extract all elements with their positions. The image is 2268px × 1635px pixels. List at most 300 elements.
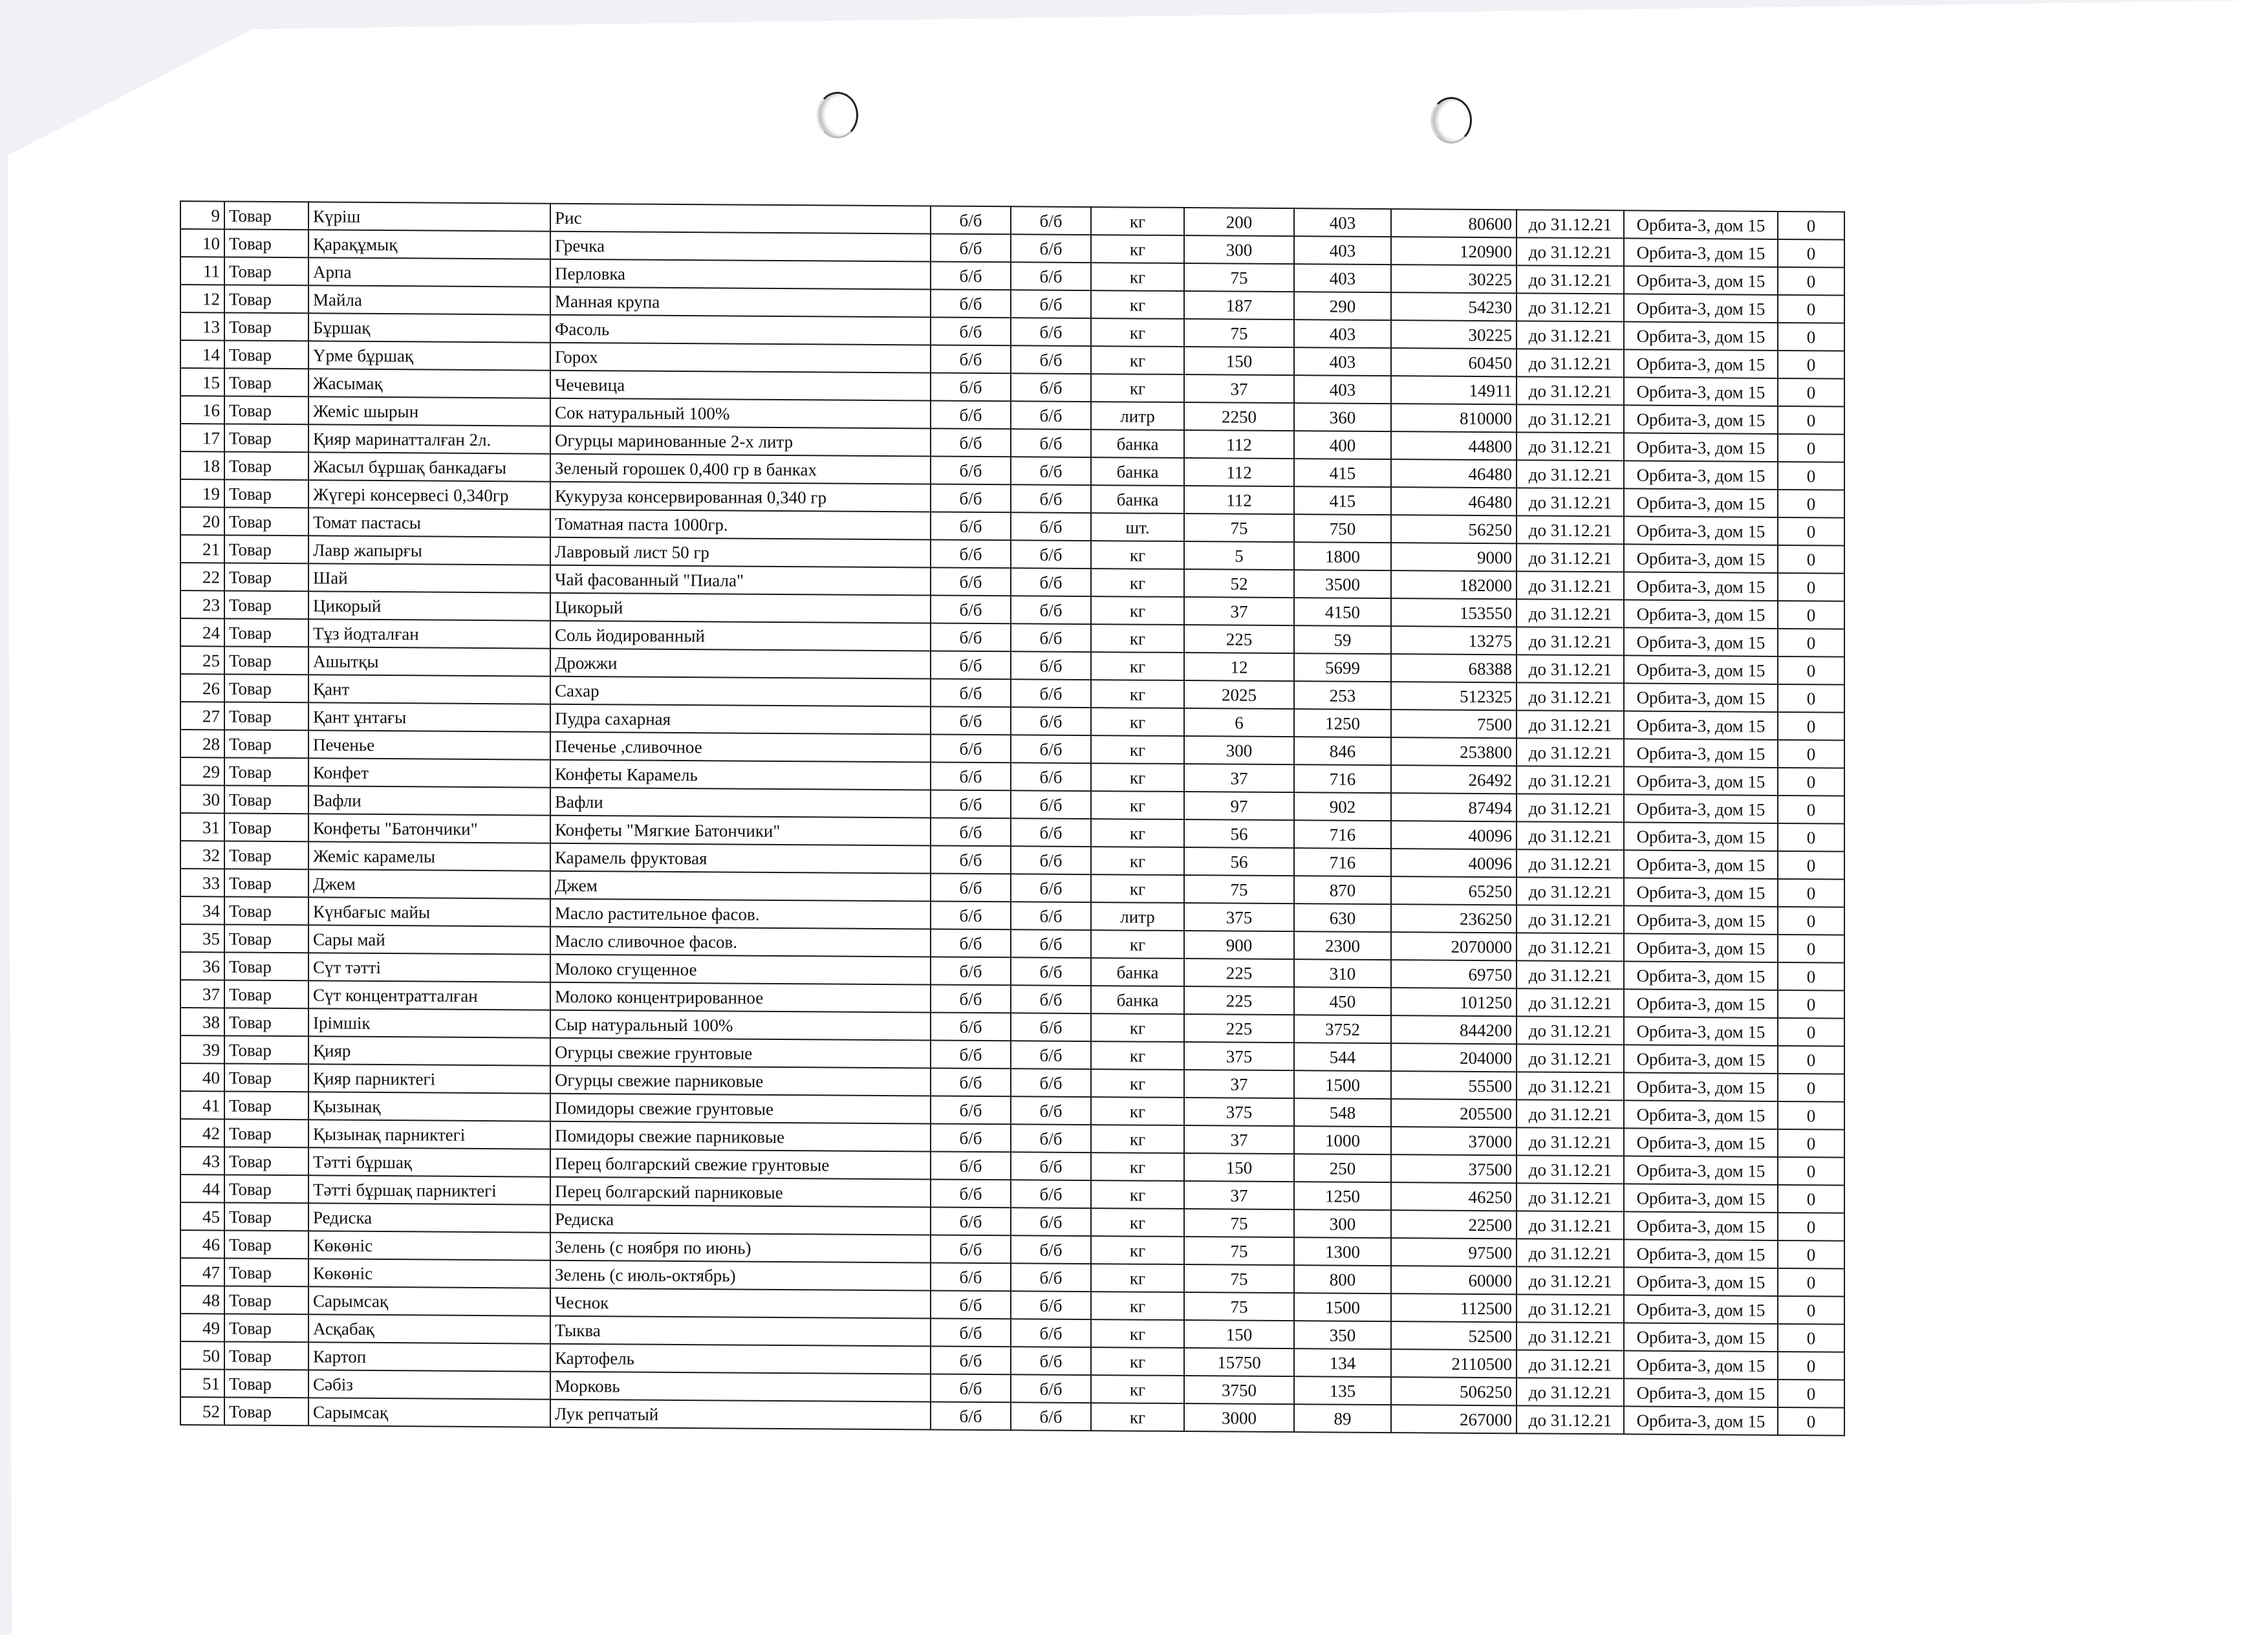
quantity-cell: 200 xyxy=(1184,208,1294,236)
column-bb-2-cell: б/б xyxy=(1011,623,1091,652)
column-bb-1-cell: б/б xyxy=(931,567,1011,596)
item-name-kazakh-cell: Ірімшік xyxy=(308,1008,550,1037)
delivery-term-cell: до 31.12.21 xyxy=(1517,933,1624,961)
last-value-cell: 0 xyxy=(1778,211,1844,240)
item-type-cell: Товар xyxy=(224,869,308,897)
sum-cell: 30225 xyxy=(1391,265,1517,293)
item-name-russian-cell: Кукуруза консервированная 0,340 гр xyxy=(550,482,931,512)
last-value-cell: 0 xyxy=(1778,1240,1844,1269)
unit-cell: кг xyxy=(1091,1180,1184,1209)
sum-cell: 46250 xyxy=(1391,1182,1517,1211)
row-number-cell: 9 xyxy=(180,201,224,229)
item-type-cell: Товар xyxy=(224,1230,308,1259)
unit-cell: кг xyxy=(1091,290,1184,319)
item-name-russian-cell: Сыр натуральный 100% xyxy=(550,1010,931,1041)
delivery-term-cell: до 31.12.21 xyxy=(1517,1044,1624,1072)
item-name-kazakh-cell: Қияр xyxy=(308,1036,550,1065)
delivery-term-cell: до 31.12.21 xyxy=(1517,515,1624,544)
delivery-term-cell: до 31.12.21 xyxy=(1517,766,1624,794)
sum-cell: 7500 xyxy=(1391,709,1517,738)
column-bb-2-cell: б/б xyxy=(1011,1124,1091,1153)
unit-cell: кг xyxy=(1091,1041,1184,1070)
unit-cell: кг xyxy=(1091,652,1184,680)
column-bb-2-cell: б/б xyxy=(1011,540,1091,568)
table-body xyxy=(180,201,1844,1436)
column-bb-1-cell: б/б xyxy=(931,1235,1011,1263)
price-cell: 2300 xyxy=(1294,931,1391,960)
delivery-place-cell: Орбита-3, дом 15 xyxy=(1624,1239,1778,1268)
item-name-kazakh-cell: Джем xyxy=(308,869,550,898)
item-name-russian-cell: Соль йодированный xyxy=(550,621,931,651)
delivery-place-cell: Орбита-3, дом 15 xyxy=(1624,989,1778,1018)
item-name-kazakh-cell: Редиска xyxy=(308,1203,550,1232)
column-bb-2-cell: б/б xyxy=(1011,568,1091,596)
sum-cell: 40096 xyxy=(1391,849,1517,877)
sum-cell: 26492 xyxy=(1391,765,1517,794)
item-type-cell: Товар xyxy=(224,980,308,1008)
quantity-cell: 225 xyxy=(1184,986,1294,1015)
item-type-cell: Товар xyxy=(224,507,308,536)
last-value-cell: 0 xyxy=(1778,823,1844,852)
last-value-cell: 0 xyxy=(1778,907,1844,935)
delivery-place-cell: Орбита-3, дом 15 xyxy=(1624,961,1778,990)
unit-cell: кг xyxy=(1091,930,1184,958)
last-value-cell: 0 xyxy=(1778,1296,1844,1325)
sum-cell: 153550 xyxy=(1391,598,1517,627)
price-cell: 250 xyxy=(1294,1154,1391,1182)
delivery-place-cell: Орбита-3, дом 15 xyxy=(1624,905,1778,935)
item-type-cell: Товар xyxy=(224,535,308,563)
column-bb-2-cell: б/б xyxy=(1011,457,1091,485)
row-number-cell: 26 xyxy=(180,674,224,702)
column-bb-2-cell: б/б xyxy=(1011,512,1091,541)
quantity-cell: 97 xyxy=(1184,792,1294,820)
item-name-russian-cell: Масло сливочное фасов. xyxy=(550,927,931,957)
quantity-cell: 375 xyxy=(1184,903,1294,931)
sum-cell: 46480 xyxy=(1391,459,1517,488)
delivery-term-cell: до 31.12.21 xyxy=(1517,682,1624,711)
sum-cell: 101250 xyxy=(1391,988,1517,1016)
item-name-kazakh-cell: Тәтті бұршақ xyxy=(308,1147,550,1176)
delivery-term-cell: до 31.12.21 xyxy=(1517,237,1624,266)
price-cell: 5699 xyxy=(1294,653,1391,682)
delivery-place-cell: Орбита-3, дом 15 xyxy=(1624,683,1778,712)
item-name-kazakh-cell: Сарымсақ xyxy=(308,1398,550,1427)
quantity-cell: 2025 xyxy=(1184,680,1294,709)
quantity-cell: 375 xyxy=(1184,1042,1294,1070)
last-value-cell: 0 xyxy=(1778,768,1844,796)
row-number-cell: 16 xyxy=(180,396,224,424)
quantity-cell: 56 xyxy=(1184,819,1294,848)
unit-cell: банка xyxy=(1091,429,1184,458)
row-number-cell: 43 xyxy=(180,1147,224,1175)
last-value-cell: 0 xyxy=(1778,1129,1844,1158)
row-number-cell: 27 xyxy=(180,702,224,730)
sum-cell: 97500 xyxy=(1391,1238,1517,1266)
column-bb-2-cell: б/б xyxy=(1011,929,1091,958)
last-value-cell: 0 xyxy=(1778,796,1844,824)
delivery-place-cell: Орбита-3, дом 15 xyxy=(1624,711,1778,740)
last-value-cell: 0 xyxy=(1778,462,1844,490)
unit-cell: кг xyxy=(1091,1264,1184,1292)
item-name-russian-cell: Перец болгарский парниковые xyxy=(550,1177,931,1207)
item-name-russian-cell: Лук репчатый xyxy=(550,1400,931,1430)
item-name-russian-cell: Лавровый лист 50 гр xyxy=(550,537,931,568)
unit-cell: кг xyxy=(1091,568,1184,597)
quantity-cell: 3000 xyxy=(1184,1403,1294,1432)
last-value-cell: 0 xyxy=(1778,935,1844,963)
delivery-place-cell: Орбита-3, дом 15 xyxy=(1624,627,1778,656)
price-cell: 403 xyxy=(1294,264,1391,292)
column-bb-2-cell: б/б xyxy=(1011,1319,1091,1347)
delivery-place-cell: Орбита-3, дом 15 xyxy=(1624,488,1778,517)
price-cell: 716 xyxy=(1294,848,1391,876)
sum-cell: 60450 xyxy=(1391,348,1517,376)
item-name-russian-cell: Сахар xyxy=(550,677,931,707)
item-name-kazakh-cell: Асқабақ xyxy=(308,1314,550,1343)
delivery-term-cell: до 31.12.21 xyxy=(1517,627,1624,655)
item-name-russian-cell: Масло растительное фасов. xyxy=(550,899,931,929)
row-number-cell: 33 xyxy=(180,869,224,896)
row-number-cell: 18 xyxy=(180,451,224,479)
item-name-russian-cell: Горох xyxy=(550,343,931,373)
item-name-russian-cell: Картофель xyxy=(550,1344,931,1374)
unit-cell: кг xyxy=(1091,318,1184,347)
delivery-place-cell: Орбита-3, дом 15 xyxy=(1624,655,1778,684)
column-bb-2-cell: б/б xyxy=(1011,790,1091,819)
delivery-place-cell: Орбита-3, дом 15 xyxy=(1624,377,1778,406)
column-bb-1-cell: б/б xyxy=(931,845,1011,874)
item-name-kazakh-cell: Үрме бұршақ xyxy=(308,341,550,370)
quantity-cell: 75 xyxy=(1184,263,1294,292)
delivery-place-cell: Орбита-3, дом 15 xyxy=(1624,878,1778,907)
delivery-term-cell: до 31.12.21 xyxy=(1517,710,1624,739)
last-value-cell: 0 xyxy=(1778,490,1844,518)
item-type-cell: Товар xyxy=(224,1119,308,1147)
column-bb-1-cell: б/б xyxy=(931,1012,1011,1041)
row-number-cell: 28 xyxy=(180,730,224,757)
delivery-place-cell: Орбита-3, дом 15 xyxy=(1624,460,1778,490)
column-bb-1-cell: б/б xyxy=(931,678,1011,707)
quantity-cell: 75 xyxy=(1184,1292,1294,1321)
sum-cell: 810000 xyxy=(1391,404,1517,432)
unit-cell: кг xyxy=(1091,1125,1184,1153)
row-number-cell: 47 xyxy=(180,1258,224,1286)
delivery-place-cell: Орбита-3, дом 15 xyxy=(1624,822,1778,851)
column-bb-1-cell: б/б xyxy=(931,651,1011,679)
delivery-term-cell: до 31.12.21 xyxy=(1517,432,1624,460)
last-value-cell: 0 xyxy=(1778,1324,1844,1352)
row-number-cell: 20 xyxy=(180,507,224,535)
price-cell: 360 xyxy=(1294,403,1391,431)
price-cell: 750 xyxy=(1294,514,1391,543)
item-name-kazakh-cell: Көкөніс xyxy=(308,1259,550,1288)
quantity-cell: 15750 xyxy=(1184,1348,1294,1376)
last-value-cell: 0 xyxy=(1778,1213,1844,1241)
price-cell: 59 xyxy=(1294,625,1391,654)
column-bb-1-cell: б/б xyxy=(931,817,1011,846)
column-bb-1-cell: б/б xyxy=(931,790,1011,818)
quantity-cell: 112 xyxy=(1184,430,1294,459)
unit-cell: кг xyxy=(1091,735,1184,764)
item-type-cell: Товар xyxy=(224,841,308,869)
item-name-russian-cell: Огурцы свежие грунтовые xyxy=(550,1038,931,1068)
item-name-kazakh-cell: Тұз йодталған xyxy=(308,619,550,648)
row-number-cell: 35 xyxy=(180,924,224,952)
column-bb-2-cell: б/б xyxy=(1011,679,1091,708)
item-name-russian-cell: Фасоль xyxy=(550,315,931,345)
column-bb-1-cell: б/б xyxy=(931,762,1011,790)
quantity-cell: 75 xyxy=(1184,319,1294,347)
row-number-cell: 10 xyxy=(180,229,224,257)
item-name-kazakh-cell: Қарақұмық xyxy=(308,230,550,259)
item-name-kazakh-cell: Қызынақ парниктегі xyxy=(308,1120,550,1149)
delivery-term-cell: до 31.12.21 xyxy=(1517,1405,1624,1434)
column-bb-2-cell: б/б xyxy=(1011,1041,1091,1069)
delivery-place-cell: Орбита-3, дом 15 xyxy=(1624,1295,1778,1324)
quantity-cell: 150 xyxy=(1184,1320,1294,1348)
item-name-kazakh-cell: Қияр парниктегі xyxy=(308,1064,550,1093)
delivery-term-cell: до 31.12.21 xyxy=(1517,655,1624,683)
row-number-cell: 17 xyxy=(180,424,224,451)
row-number-cell: 13 xyxy=(180,312,224,340)
item-type-cell: Товар xyxy=(224,1035,308,1064)
column-bb-2-cell: б/б xyxy=(1011,290,1091,318)
delivery-term-cell: до 31.12.21 xyxy=(1517,293,1624,321)
row-number-cell: 52 xyxy=(180,1397,224,1425)
delivery-term-cell: до 31.12.21 xyxy=(1517,543,1624,572)
column-bb-1-cell: б/б xyxy=(931,957,1011,985)
column-bb-2-cell: б/б xyxy=(1011,818,1091,847)
item-name-russian-cell: Джем xyxy=(550,871,931,902)
unit-cell: кг xyxy=(1091,1319,1184,1348)
item-type-cell: Товар xyxy=(224,285,308,313)
column-bb-2-cell: б/б xyxy=(1011,373,1091,402)
item-name-russian-cell: Зелень (с июль-октябрь) xyxy=(550,1261,931,1291)
item-name-russian-cell: Тыква xyxy=(550,1316,931,1347)
row-number-cell: 23 xyxy=(180,590,224,618)
column-bb-1-cell: б/б xyxy=(931,1068,1011,1096)
row-number-cell: 12 xyxy=(180,285,224,312)
delivery-term-cell: до 31.12.21 xyxy=(1517,821,1624,850)
item-name-kazakh-cell: Көкөніс xyxy=(308,1231,550,1260)
delivery-place-cell: Орбита-3, дом 15 xyxy=(1624,544,1778,573)
price-cell: 1500 xyxy=(1294,1293,1391,1321)
sum-cell: 80600 xyxy=(1391,209,1517,237)
price-cell: 403 xyxy=(1294,375,1391,404)
price-cell: 630 xyxy=(1294,904,1391,932)
column-bb-1-cell: б/б xyxy=(931,233,1011,262)
row-number-cell: 31 xyxy=(180,813,224,841)
unit-cell: банка xyxy=(1091,958,1184,986)
delivery-term-cell: до 31.12.21 xyxy=(1517,849,1624,878)
quantity-cell: 300 xyxy=(1184,736,1294,764)
last-value-cell: 0 xyxy=(1778,1352,1844,1380)
last-value-cell: 0 xyxy=(1778,573,1844,601)
quantity-cell: 75 xyxy=(1184,1237,1294,1265)
last-value-cell: 0 xyxy=(1778,1074,1844,1102)
price-cell: 548 xyxy=(1294,1098,1391,1127)
unit-cell: кг xyxy=(1091,708,1184,736)
item-name-kazakh-cell: Жүгері консервесі 0,340гр xyxy=(308,480,550,509)
item-type-cell: Товар xyxy=(224,229,308,257)
item-type-cell: Товар xyxy=(224,368,308,396)
sum-cell: 37000 xyxy=(1391,1127,1517,1155)
unit-cell: банка xyxy=(1091,485,1184,514)
row-number-cell: 38 xyxy=(180,1008,224,1035)
column-bb-1-cell: б/б xyxy=(931,1318,1011,1347)
unit-cell: кг xyxy=(1091,1097,1184,1125)
delivery-place-cell: Орбита-3, дом 15 xyxy=(1624,1156,1778,1185)
price-cell: 800 xyxy=(1294,1265,1391,1294)
item-name-russian-cell: Чеснок xyxy=(550,1288,931,1319)
column-bb-1-cell: б/б xyxy=(931,261,1011,290)
price-cell: 89 xyxy=(1294,1404,1391,1433)
delivery-term-cell: до 31.12.21 xyxy=(1517,1183,1624,1211)
item-type-cell: Товар xyxy=(224,1369,308,1398)
price-cell: 716 xyxy=(1294,820,1391,849)
quantity-cell: 6 xyxy=(1184,708,1294,737)
sum-cell: 37500 xyxy=(1391,1154,1517,1183)
delivery-place-cell: Орбита-3, дом 15 xyxy=(1624,1350,1778,1380)
delivery-place-cell: Орбита-3, дом 15 xyxy=(1624,1045,1778,1074)
quantity-cell: 56 xyxy=(1184,847,1294,876)
price-cell: 1250 xyxy=(1294,1182,1391,1210)
column-bb-1-cell: б/б xyxy=(931,1040,1011,1068)
row-number-cell: 46 xyxy=(180,1230,224,1258)
delivery-place-cell: Орбита-3, дом 15 xyxy=(1624,433,1778,462)
sum-cell: 54230 xyxy=(1391,292,1517,321)
sum-cell: 55500 xyxy=(1391,1071,1517,1099)
unit-cell: кг xyxy=(1091,847,1184,875)
column-bb-2-cell: б/б xyxy=(1011,1068,1091,1097)
price-cell: 1250 xyxy=(1294,709,1391,737)
price-cell: 544 xyxy=(1294,1043,1391,1071)
column-bb-2-cell: б/б xyxy=(1011,1180,1091,1208)
unit-cell: кг xyxy=(1091,346,1184,374)
item-type-cell: Товар xyxy=(224,1202,308,1231)
last-value-cell: 0 xyxy=(1778,1185,1844,1213)
quantity-cell: 375 xyxy=(1184,1098,1294,1126)
column-bb-2-cell: б/б xyxy=(1011,902,1091,930)
item-name-kazakh-cell: Қызынақ xyxy=(308,1092,550,1121)
item-type-cell: Товар xyxy=(224,1314,308,1342)
item-name-russian-cell: Рис xyxy=(550,204,931,234)
last-value-cell: 0 xyxy=(1778,1101,1844,1130)
price-cell: 3752 xyxy=(1294,1015,1391,1043)
item-name-russian-cell: Гречка xyxy=(550,232,931,262)
sum-cell: 68388 xyxy=(1391,654,1517,682)
item-name-russian-cell: Редиска xyxy=(550,1205,931,1235)
sum-cell: 182000 xyxy=(1391,570,1517,599)
price-cell: 902 xyxy=(1294,792,1391,821)
delivery-term-cell: до 31.12.21 xyxy=(1517,1266,1624,1295)
price-cell: 1300 xyxy=(1294,1237,1391,1266)
delivery-term-cell: до 31.12.21 xyxy=(1517,905,1624,933)
last-value-cell: 0 xyxy=(1778,323,1844,351)
unit-cell: кг xyxy=(1091,1292,1184,1320)
row-number-cell: 24 xyxy=(180,618,224,646)
item-name-russian-cell: Перец болгарский свежие грунтовые xyxy=(550,1149,931,1180)
column-bb-1-cell: б/б xyxy=(931,734,1011,763)
price-cell: 300 xyxy=(1294,1209,1391,1238)
sum-cell: 512325 xyxy=(1391,682,1517,710)
quantity-cell: 37 xyxy=(1184,597,1294,625)
delivery-place-cell: Орбита-3, дом 15 xyxy=(1624,933,1778,962)
unit-cell: кг xyxy=(1091,1069,1184,1098)
column-bb-2-cell: б/б xyxy=(1011,763,1091,791)
sum-cell: 14911 xyxy=(1391,376,1517,404)
item-type-cell: Товар xyxy=(224,479,308,508)
sum-cell: 52500 xyxy=(1391,1321,1517,1350)
last-value-cell: 0 xyxy=(1778,434,1844,462)
row-number-cell: 14 xyxy=(180,340,224,368)
sum-cell: 22500 xyxy=(1391,1210,1517,1239)
column-bb-2-cell: б/б xyxy=(1011,1374,1091,1403)
delivery-place-cell: Орбита-3, дом 15 xyxy=(1624,794,1778,823)
sum-cell: 69750 xyxy=(1391,960,1517,988)
price-cell: 1000 xyxy=(1294,1126,1391,1154)
delivery-term-cell: до 31.12.21 xyxy=(1517,794,1624,822)
goods-table xyxy=(180,200,1845,1436)
unit-cell: кг xyxy=(1091,1375,1184,1403)
quantity-cell: 5 xyxy=(1184,541,1294,570)
price-cell: 253 xyxy=(1294,681,1391,709)
price-cell: 1800 xyxy=(1294,542,1391,570)
item-type-cell: Товар xyxy=(224,1063,308,1092)
item-type-cell: Товар xyxy=(224,730,308,758)
delivery-term-cell: до 31.12.21 xyxy=(1517,460,1624,488)
sum-cell: 56250 xyxy=(1391,515,1517,543)
delivery-place-cell: Орбита-3, дом 15 xyxy=(1624,1017,1778,1046)
delivery-place-cell: Орбита-3, дом 15 xyxy=(1624,572,1778,601)
column-bb-1-cell: б/б xyxy=(931,1096,1011,1124)
sum-cell: 236250 xyxy=(1391,904,1517,933)
row-number-cell: 51 xyxy=(180,1369,224,1397)
unit-cell: кг xyxy=(1091,624,1184,653)
last-value-cell: 0 xyxy=(1778,601,1844,629)
price-cell: 403 xyxy=(1294,319,1391,348)
item-name-russian-cell: Чай фасованный "Пиала" xyxy=(550,565,931,596)
delivery-term-cell: до 31.12.21 xyxy=(1517,1099,1624,1128)
column-bb-2-cell: б/б xyxy=(1011,345,1091,374)
delivery-place-cell: Орбита-3, дом 15 xyxy=(1624,766,1778,796)
row-number-cell: 37 xyxy=(180,980,224,1008)
item-name-kazakh-cell: Сары май xyxy=(308,925,550,954)
row-number-cell: 11 xyxy=(180,257,224,285)
column-bb-1-cell: б/б xyxy=(931,289,1011,318)
item-type-cell: Товар xyxy=(224,396,308,424)
delivery-place-cell: Орбита-3, дом 15 xyxy=(1624,1323,1778,1352)
item-type-cell: Товар xyxy=(224,451,308,480)
item-type-cell: Товар xyxy=(224,1286,308,1314)
column-bb-2-cell: б/б xyxy=(1011,262,1091,290)
delivery-term-cell: до 31.12.21 xyxy=(1517,1350,1624,1378)
punch-hole-right xyxy=(1431,97,1472,144)
quantity-cell: 12 xyxy=(1184,653,1294,681)
column-bb-2-cell: б/б xyxy=(1011,596,1091,624)
quantity-cell: 112 xyxy=(1184,486,1294,514)
delivery-term-cell: до 31.12.21 xyxy=(1517,599,1624,627)
quantity-cell: 112 xyxy=(1184,458,1294,486)
sum-cell: 267000 xyxy=(1391,1405,1517,1433)
item-name-russian-cell: Карамель фруктовая xyxy=(550,843,931,874)
price-cell: 403 xyxy=(1294,236,1391,265)
item-type-cell: Товар xyxy=(224,201,308,230)
delivery-place-cell: Орбита-3, дом 15 xyxy=(1624,1072,1778,1101)
sum-cell: 9000 xyxy=(1391,543,1517,571)
column-bb-1-cell: б/б xyxy=(931,456,1011,484)
